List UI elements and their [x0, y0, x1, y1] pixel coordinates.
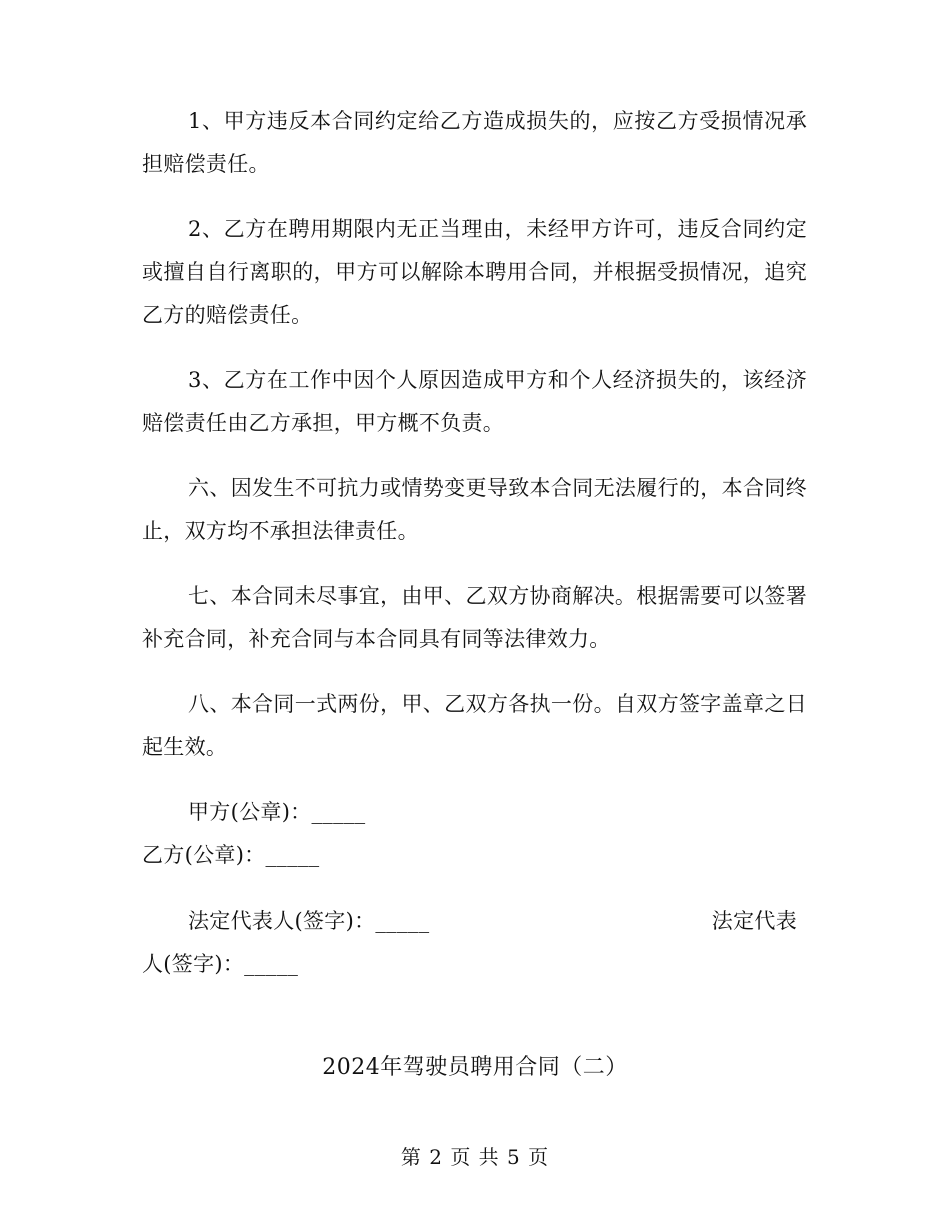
clause-paragraph-six: 六、因发生不可抗力或情势变更导致本合同无法履行的，本合同终止，双方均不承担法律责任。 — [142, 476, 807, 543]
legal-representative-line — [142, 900, 807, 943]
page-number-footer: 第 2 页 共 5 页 — [400, 1145, 550, 1169]
clause-paragraph-1: 1、甲方违反本合同约定给乙方造成损失的，应按乙方受损情况承担赔偿责任。 — [142, 109, 807, 176]
clause-paragraph-eight: 八、本合同一式两份，甲、乙双方各执一份。自双方签字盖章之日起生效。 — [142, 692, 807, 759]
party-a-seal-line: 甲方(公章)：_____ — [188, 800, 366, 824]
next-contract-title: 2024年驾驶员聘用合同（二） — [322, 1055, 628, 1080]
legal-rep-a-signature: 法定代表人(签字)：_____ — [188, 909, 430, 933]
clause-paragraph-seven: 七、本合同未尽事宜，由甲、乙双方协商解决。根据需要可以签署补充合同，补充合同与本合同具有同等法律效力。 — [142, 584, 807, 651]
signature-block — [142, 791, 807, 986]
party-b-seal-line: 乙方(公章)：_____ — [142, 843, 320, 867]
clause-paragraph-3: 3、乙方在工作中因个人原因造成甲方和个人经济损失的，该经济赔偿责任由乙方承担，甲方概不负责。 — [142, 368, 807, 435]
document-body — [142, 100, 807, 986]
clause-paragraph-2: 2、乙方在聘用期限内无正当理由，未经甲方许可，违反合同约定或擅自自行离职的，甲方可以解除本聘用合同，并根据受损情况，追究乙方的赔偿责任。 — [142, 217, 807, 327]
legal-rep-b-signature-end: 人(签字)：_____ — [142, 952, 299, 976]
legal-rep-b-signature-start: 法定代表 — [711, 909, 797, 933]
